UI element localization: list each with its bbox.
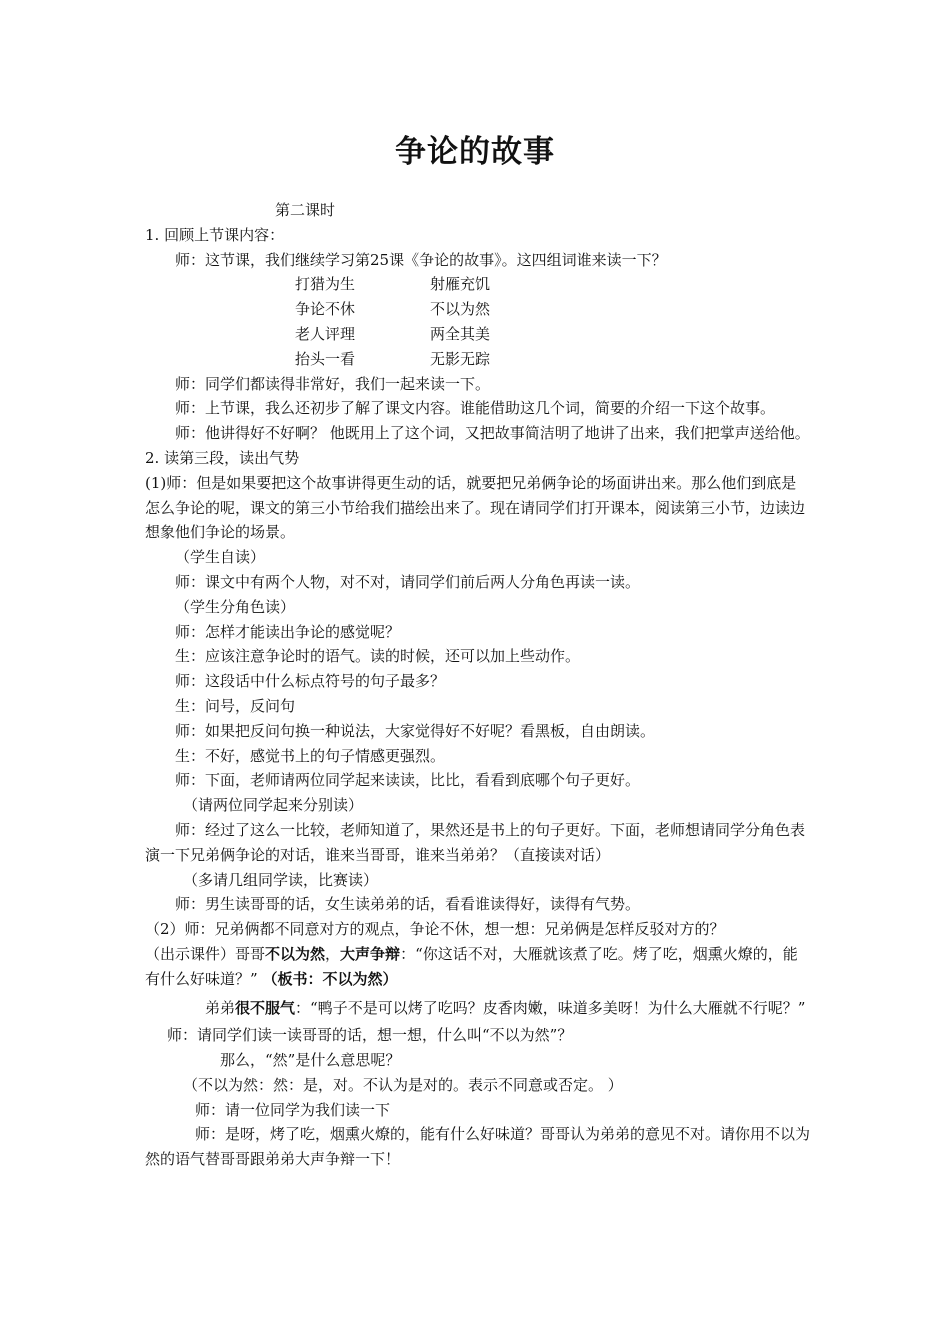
vocab-word: 老人评理 [295, 324, 356, 343]
vocab-row [295, 297, 490, 322]
text-run: 弟弟 [205, 998, 236, 1017]
vocab-word: 打猎为生 [295, 275, 356, 294]
vocab-row [295, 322, 490, 347]
emphasis: 不以为然 [265, 944, 326, 963]
stage-note: （多请几组同学读，比赛读） [183, 870, 379, 889]
emphasis: 很不服气 [235, 998, 296, 1017]
vocab-word: 抬头一看 [295, 349, 356, 368]
paragraph: 师：他讲得好不好啊？ 他既用上了这个词，又把故事简洁明了地讲了出来，我们把掌声送给他。 [175, 424, 810, 443]
lesson-period: 第二课时 [275, 201, 336, 219]
teacher-intro: 师：这节课，我们继续学习第25课《争论的故事》。这四组词谁来读一下？ [175, 250, 667, 269]
paragraph: 师：是呀，烤了吃，烟熏火燎的，能有什么好味道？哥哥认为弟弟的意见不对。请你用不以为然的语气替哥哥跟弟弟大声争辩一下！ [145, 1125, 811, 1169]
vocab-word: 争论不休 [295, 300, 356, 319]
paragraph: 师：男生读哥哥的话，女生读弟弟的话，看看谁读得好，读得有气势。 [175, 895, 641, 914]
section-1-heading: 1. 回顾上节课内容： [145, 225, 285, 244]
text-run: ：“鸭子不是可以烤了吃吗？皮香肉嫩，味道多美呀！为什么大雁就不行呢？” [295, 998, 806, 1017]
stage-note: （请两位同学起来分别读） [183, 796, 364, 815]
question: 师：请同学们读一读哥哥的话，想一想，什么叫“不以为然”？ [167, 1026, 573, 1045]
vocab-word: 两全其美 [430, 324, 491, 343]
dialogue-line: 师：如果把反问句换一种说法，大家觉得好不好呢？看黑板，自由朗读。 [175, 721, 656, 740]
emphasis: 大声争辩 [340, 944, 401, 963]
vocab-word: 射雁充饥 [430, 275, 491, 294]
brother-quote [145, 996, 810, 1021]
vocab-list [145, 272, 810, 371]
definition: （不以为然：然：是，对。不认为是对的。表示不同意或否定。 ） [183, 1075, 623, 1094]
dialogue-line: 生：不好，感觉书上的句子情感更强烈。 [175, 746, 446, 765]
text-run: ， [325, 944, 341, 963]
paragraph: （2）师：兄弟俩都不同意对方的观点，争论不休，想一想：兄弟俩是怎样反驳对方的？ [145, 920, 725, 939]
document-title: 争论的故事 [395, 134, 555, 170]
text-run: （出示课件）哥哥 [145, 944, 266, 963]
paragraph: (1)师：但是如果要把这个故事讲得更生动的话，就要把兄弟俩争论的场面讲出来。那么他们到底是怎么争论的呢，课文的第三小节给我们描绘出来了。现在请同学们打开课本，阅读第三小节，边读边想象他们争论的场景。 [145, 473, 806, 542]
vocab-word: 不以为然 [430, 300, 491, 319]
text-run: ：“你这话不对，大雁就该煮了吃。烤了吃，烟熏火燎的，能有什么好味道？” [145, 944, 798, 988]
board-note: （板书：不以为然） [262, 969, 398, 988]
paragraph: 师：经过了这么一比较，老师知道了，果然还是书上的句子更好。下面，老师想请同学分角色表演一下兄弟俩争论的对话，谁来当哥哥，谁来当弟弟？（直接读对话） [145, 820, 806, 864]
vocab-word: 无影无踪 [430, 349, 491, 368]
dialogue-line: （学生分角色读） [175, 597, 296, 616]
question: 那么，“然”是什么意思呢？ [220, 1051, 401, 1070]
document-body [145, 198, 810, 1172]
section-2-heading: 2. 读第三段，读出气势 [145, 448, 300, 467]
dialogue-line: （学生自读） [175, 548, 266, 567]
dialogue-line: 师：课文中有两个人物，对不对，请同学们前后两人分角色再读一读。 [175, 572, 641, 591]
dialogue-line: 师：下面，老师请两位同学起来读读，比比，看看到底哪个句子更好。 [175, 771, 641, 790]
vocab-row [295, 272, 490, 297]
paragraph: 师：同学们都读得非常好，我们一起来读一下。 [175, 374, 491, 393]
dialogue-line: 生：问号，反问句 [175, 696, 296, 715]
dialogue-line: 师：怎样才能读出争论的感觉呢？ [175, 622, 401, 641]
courseware-quote [145, 942, 810, 992]
paragraph: 师：上节课，我么还初步了解了课文内容。谁能借助这几个词，简要的介绍一下这个故事。 [175, 399, 776, 418]
vocab-row [295, 347, 490, 372]
paragraph: 师：请一位同学为我们读一下 [195, 1100, 391, 1119]
dialogue-line: 师：这段话中什么标点符号的句子最多？ [175, 672, 446, 691]
dialogue-line: 生：应该注意争论时的语气。读的时候，还可以加上些动作。 [175, 647, 581, 666]
